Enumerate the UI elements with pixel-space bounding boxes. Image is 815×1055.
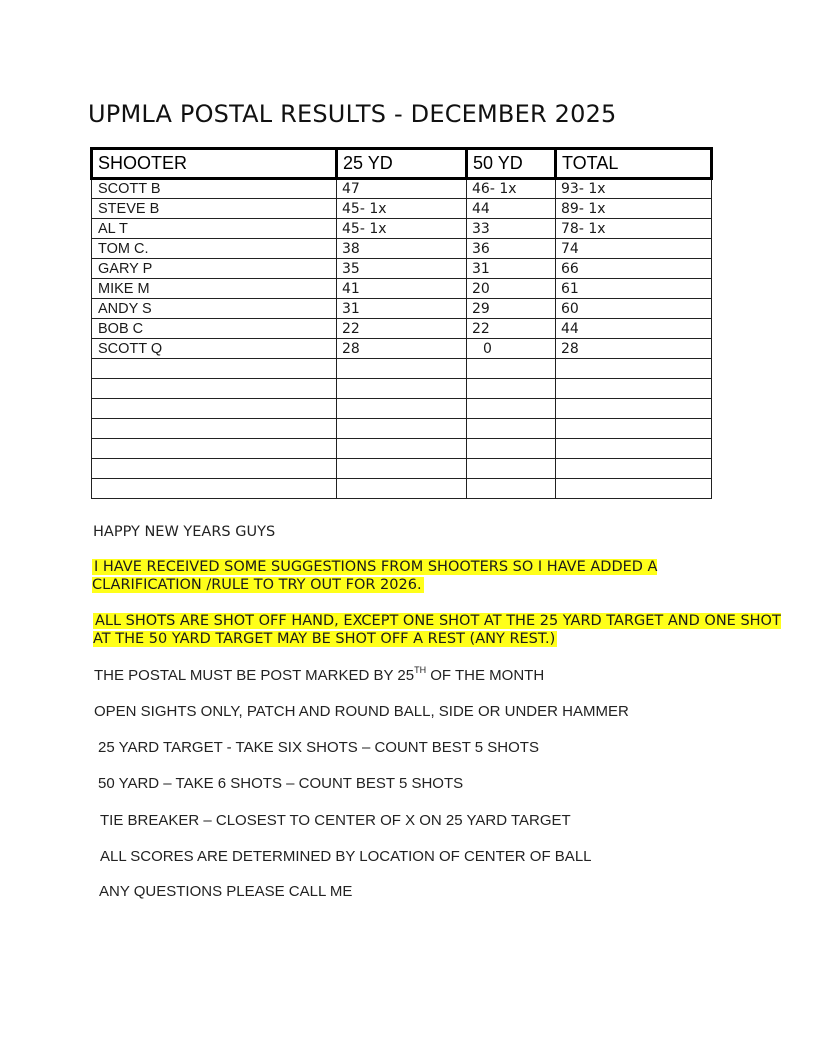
total-cell: 78- 1x [556, 219, 712, 239]
total-cell: 61 [556, 279, 712, 299]
shooter-cell: SCOTT B [92, 179, 337, 199]
score-50yd-cell: 29 [467, 299, 556, 319]
table-row [92, 199, 712, 219]
total-cell: 93- 1x [556, 179, 712, 199]
shooter-cell: ANDY S [92, 299, 337, 319]
table-row [92, 239, 712, 259]
rule-25-yard: 25 YARD TARGET - TAKE SIX SHOTS – COUNT BEST 5 SHOTS [98, 739, 539, 756]
table-row [92, 319, 712, 339]
score-50yd-cell: 46- 1x [467, 179, 556, 199]
total-cell: 28 [556, 339, 712, 359]
table-row [92, 299, 712, 319]
total-cell: 74 [556, 239, 712, 259]
empty-table-row [92, 419, 712, 439]
page-title: UPMLA POSTAL RESULTS - DECEMBER 2025 [88, 100, 617, 128]
rule-sights: OPEN SIGHTS ONLY, PATCH AND ROUND BALL, SIDE OR UNDER HAMMER [94, 703, 629, 720]
empty-table-row [92, 379, 712, 399]
header-50yd: 50 YD [467, 149, 556, 179]
table-row [92, 279, 712, 299]
shooter-cell: AL T [92, 219, 337, 239]
score-25yd-cell: 22 [337, 319, 467, 339]
rule-tie-breaker: TIE BREAKER – CLOSEST TO CENTER OF X ON 25 YARD TARGET [100, 812, 571, 829]
rule-scoring: ALL SCORES ARE DETERMINED BY LOCATION OF CENTER OF BALL [100, 848, 592, 865]
shooter-cell: SCOTT Q [92, 339, 337, 359]
score-50yd-cell: 44 [467, 199, 556, 219]
score-25yd-cell: 28 [337, 339, 467, 359]
shooter-cell: GARY P [92, 259, 337, 279]
empty-table-row [92, 359, 712, 379]
header-shooter: SHOOTER [92, 149, 337, 179]
table-row [92, 179, 712, 199]
table-row [92, 339, 712, 359]
total-cell: 44 [556, 319, 712, 339]
highlighted-text: ALL SHOTS ARE SHOT OFF HAND, EXCEPT ONE SHOT AT THE 25 YARD TARGET AND ONE SHOT AT THE 50 YARD TARGET MAY BE SHOT OFF A REST (ANY REST.) [93, 613, 781, 647]
shooter-cell: STEVE B [92, 199, 337, 219]
score-25yd-cell: 47 [337, 179, 467, 199]
score-50yd-cell: 0 [467, 339, 556, 359]
results-table [90, 147, 713, 499]
score-25yd-cell: 45- 1x [337, 219, 467, 239]
empty-table-row [92, 439, 712, 459]
total-cell: 89- 1x [556, 199, 712, 219]
score-50yd-cell: 33 [467, 219, 556, 239]
score-50yd-cell: 20 [467, 279, 556, 299]
score-25yd-cell: 35 [337, 259, 467, 279]
empty-table-row [92, 459, 712, 479]
table-row [92, 259, 712, 279]
header-25yd: 25 YD [337, 149, 467, 179]
table-header-row [92, 149, 712, 179]
score-50yd-cell: 36 [467, 239, 556, 259]
score-25yd-cell: 41 [337, 279, 467, 299]
score-25yd-cell: 45- 1x [337, 199, 467, 219]
empty-table-row [92, 399, 712, 419]
header-total: TOTAL [556, 149, 712, 179]
contact-note: ANY QUESTIONS PLEASE CALL ME [99, 883, 353, 900]
total-cell: 66 [556, 259, 712, 279]
shooter-cell: BOB C [92, 319, 337, 339]
highlighted-text: I HAVE RECEIVED SOME SUGGESTIONS FROM SHOOTERS SO I HAVE ADDED A CLARIFICATION /RULE TO TRY OUT FOR 2026. [92, 559, 658, 593]
postmark-rule: THE POSTAL MUST BE POST MARKED BY 25TH OF THE MONTH [94, 665, 545, 684]
rule-50-yard: 50 YARD – TAKE 6 SHOTS – COUNT BEST 5 SHOTS [98, 775, 464, 792]
shooter-cell: MIKE M [92, 279, 337, 299]
greeting-text: HAPPY NEW YEARS GUYS [93, 524, 276, 540]
score-25yd-cell: 38 [337, 239, 467, 259]
total-cell: 60 [556, 299, 712, 319]
score-50yd-cell: 22 [467, 319, 556, 339]
empty-table-row [92, 479, 712, 499]
highlighted-note-rest-rule [93, 612, 783, 648]
table-row [92, 219, 712, 239]
score-50yd-cell: 31 [467, 259, 556, 279]
shooter-cell: TOM C. [92, 239, 337, 259]
score-25yd-cell: 31 [337, 299, 467, 319]
highlighted-note-suggestions [92, 558, 712, 594]
